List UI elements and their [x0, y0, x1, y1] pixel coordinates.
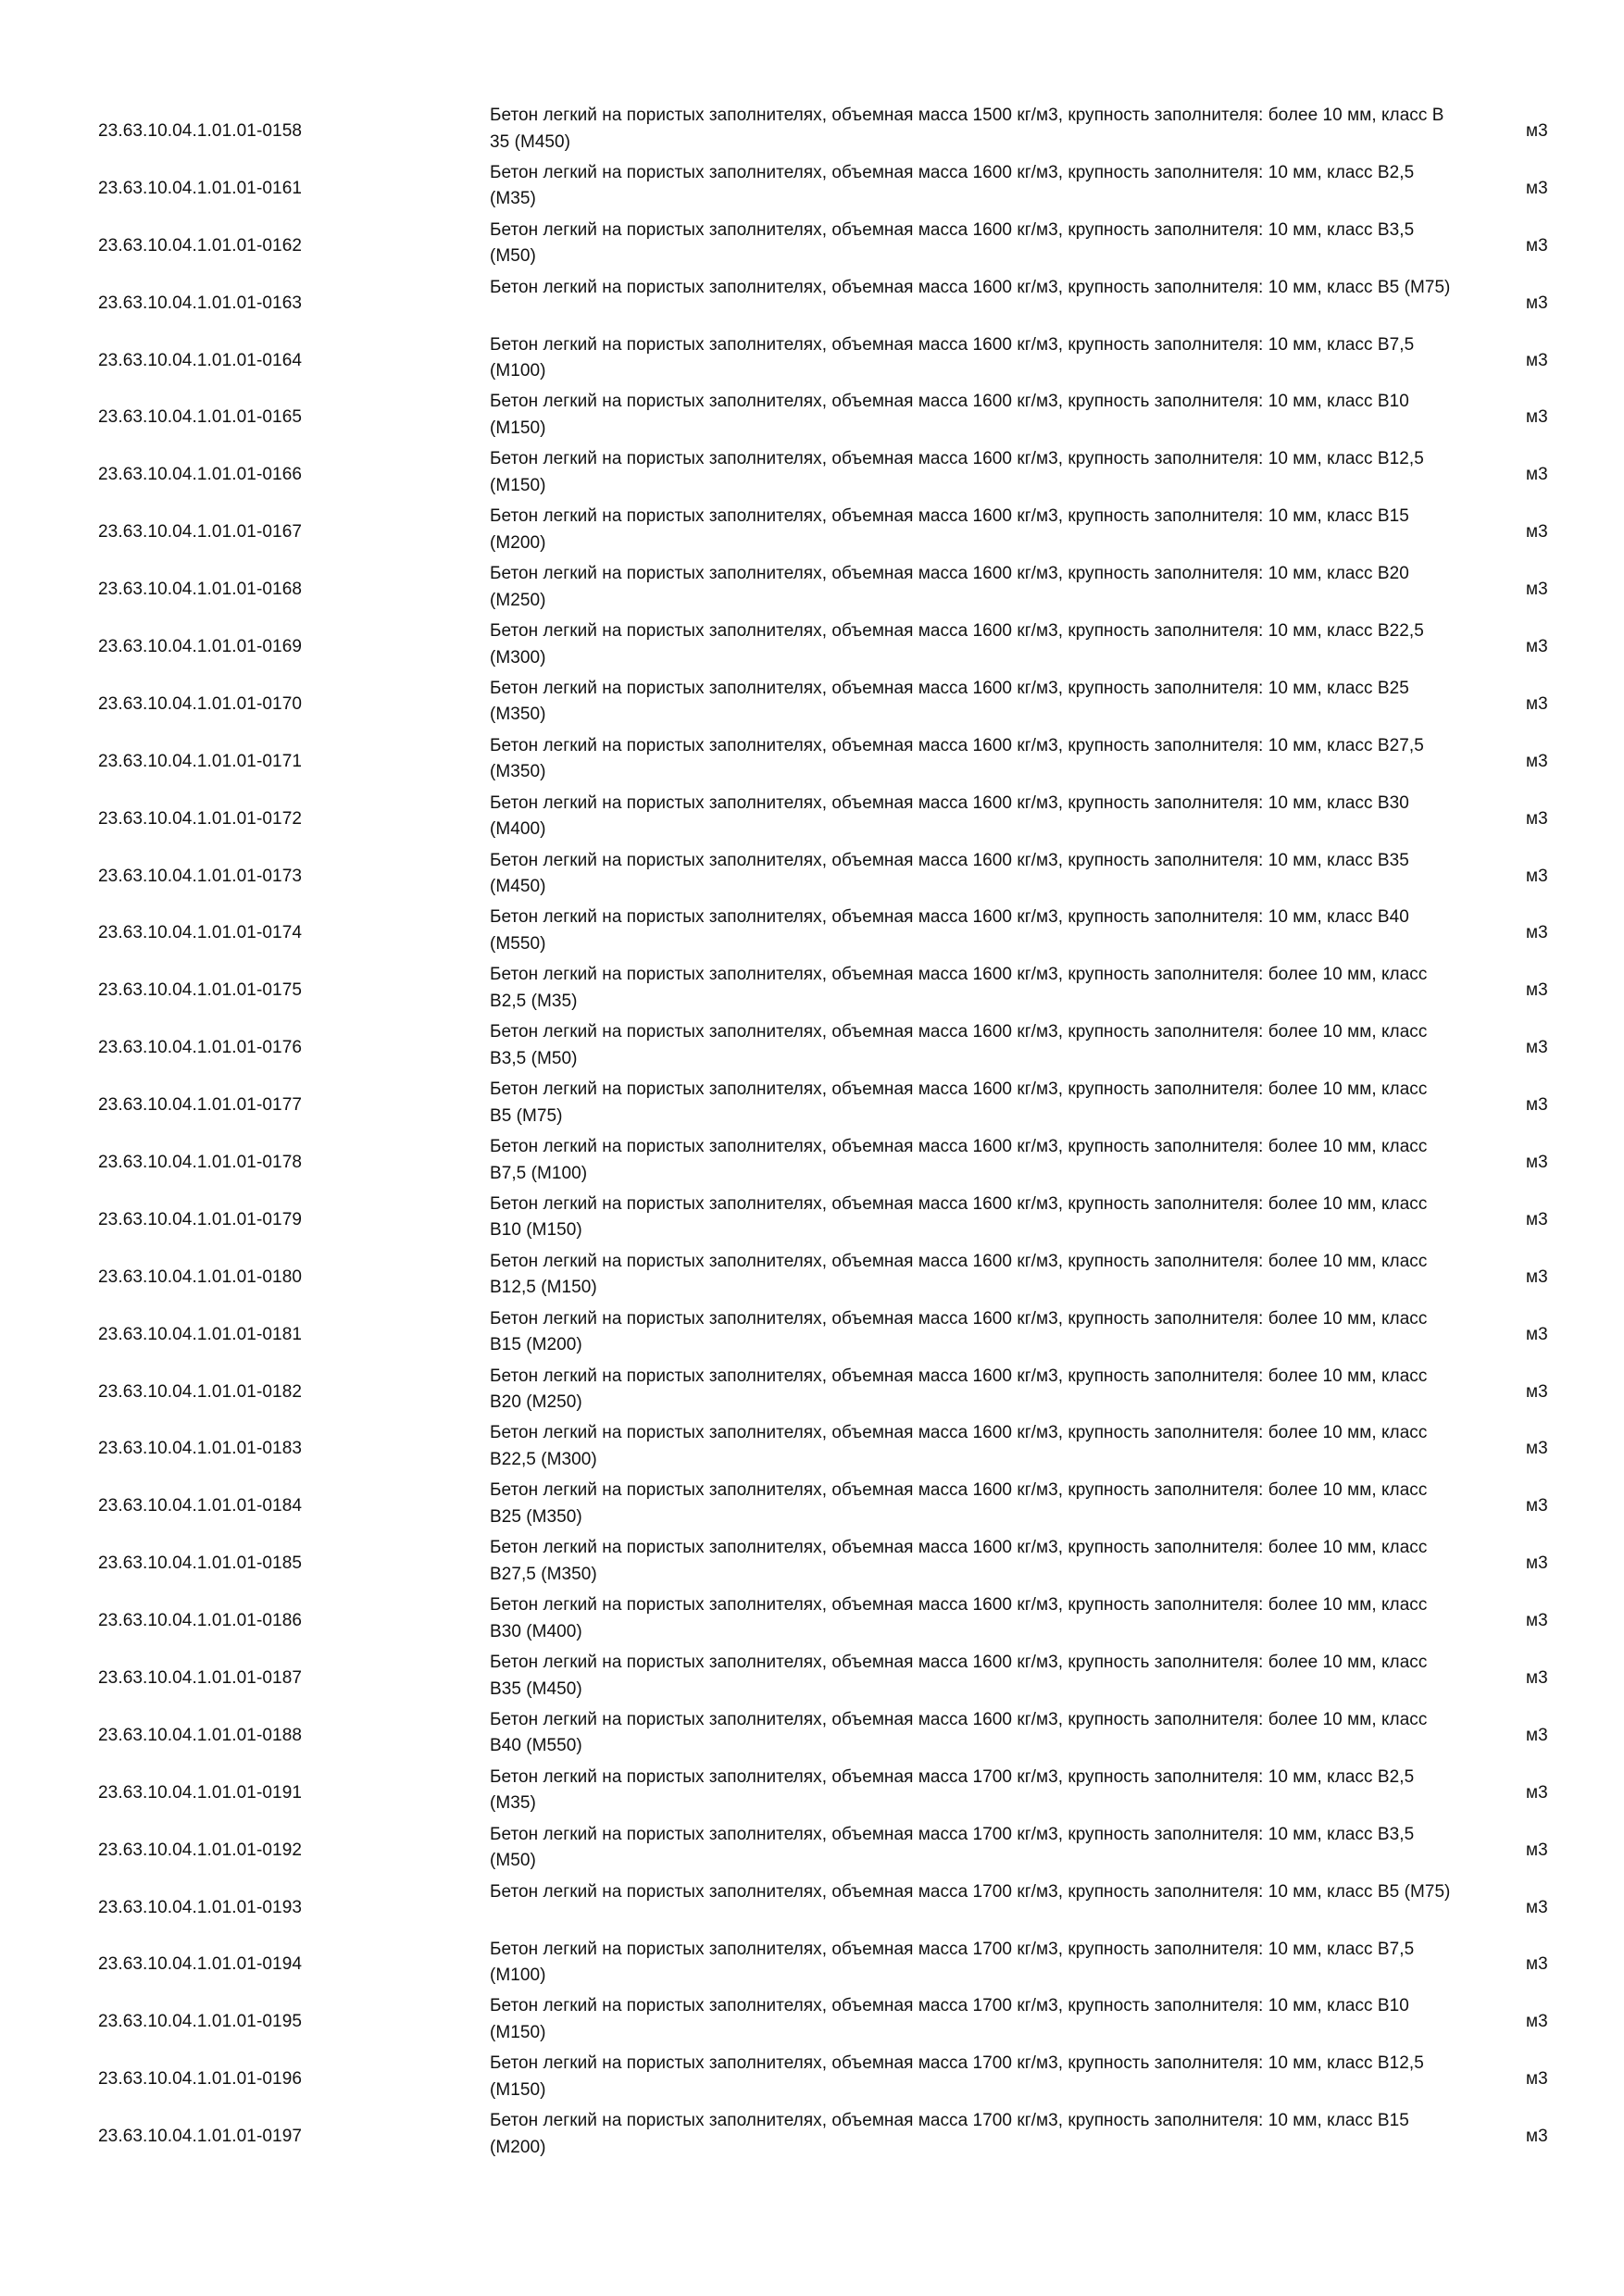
item-code: 23.63.10.04.1.01.01-0165 [98, 407, 303, 428]
item-description: Бетон легкий на пористых заполнителях, объемная масса 1600 кг/м3, крупность заполнителя: 10 мм, класс В30 (М400) [490, 792, 1409, 840]
item-unit: м3 [1526, 293, 1548, 313]
item-code: 23.63.10.04.1.01.01-0192 [98, 1840, 303, 1860]
item-description: Бетон легкий на пористых заполнителях, объемная масса 1600 кг/м3, крупность заполнителя: 10 мм, класс В20 (М250) [490, 564, 1409, 610]
table-row [93, 618, 1574, 676]
item-code: 23.63.10.04.1.01.01-0175 [98, 980, 303, 1001]
table-row [93, 275, 1574, 332]
item-code: 23.63.10.04.1.01.01-0170 [98, 693, 303, 714]
item-description: Бетон легкий на пористых заполнителях, объемная масса 1600 кг/м3, крупность заполнителя: более 10 мм, класс В2,5 (М35) [490, 965, 1428, 1011]
item-description: Бетон легкий на пористых заполнителях, объемная масса 1600 кг/м3, крупность заполнителя: более 10 мм, класс В15 (М200) [490, 1308, 1428, 1355]
item-code: 23.63.10.04.1.01.01-0181 [98, 1324, 303, 1344]
table-row [93, 1765, 1574, 1822]
table-row [93, 160, 1574, 218]
table-row [93, 1822, 1574, 1879]
table-row [93, 1535, 1574, 1592]
item-code: 23.63.10.04.1.01.01-0191 [98, 1782, 303, 1803]
item-description: Бетон легкий на пористых заполнителях, объемная масса 1600 кг/м3, крупность заполнителя: более 10 мм, класс В10 (М150) [490, 1193, 1428, 1241]
item-unit: м3 [1526, 1439, 1548, 1459]
item-description: Бетон легкий на пористых заполнителях, объемная масса 1700 кг/м3, крупность заполнителя: 10 мм, класс В3,5 (М50) [490, 1824, 1415, 1871]
item-unit: м3 [1526, 751, 1548, 771]
item-unit: м3 [1526, 1038, 1548, 1058]
item-code: 23.63.10.04.1.01.01-0187 [98, 1667, 303, 1688]
item-unit: м3 [1526, 407, 1548, 428]
table-row [93, 1192, 1574, 1249]
item-description: Бетон легкий на пористых заполнителях, объемная масса 1600 кг/м3, крупность заполнителя: более 10 мм, класс В7,5 (М100) [490, 1137, 1428, 1183]
item-description: Бетон легкий на пористых заполнителях, объемная масса 1600 кг/м3, крупность заполнителя: 10 мм, класс В35 (М450) [490, 850, 1409, 897]
table-row [93, 504, 1574, 561]
item-description: Бетон легкий на пористых заполнителях, объемная масса 1600 кг/м3, крупность заполнителя: более 10 мм, класс В30 (М400) [490, 1595, 1428, 1641]
item-code: 23.63.10.04.1.01.01-0163 [98, 293, 303, 313]
item-unit: м3 [1526, 350, 1548, 370]
item-description: Бетон легкий на пористых заполнителях, объемная масса 1600 кг/м3, крупность заполнителя: 10 мм, класс В2,5 (М35) [490, 162, 1415, 209]
table-row [93, 733, 1574, 791]
item-description: Бетон легкий на пористых заполнителях, объемная масса 1600 кг/м3, крупность заполнителя: более 10 мм, класс В5 (М75) [490, 1079, 1428, 1126]
item-unit: м3 [1526, 1954, 1548, 1975]
item-description: Бетон легкий на пористых заполнителях, объемная масса 1600 кг/м3, крупность заполнителя: более 10 мм, класс В20 (М250) [490, 1366, 1428, 1413]
table-row [93, 103, 1574, 160]
item-code: 23.63.10.04.1.01.01-0185 [98, 1554, 303, 1574]
item-description: Бетон легкий на пористых заполнителях, объемная масса 1600 кг/м3, крупность заполнителя: более 10 мм, класс В12,5 (М150) [490, 1251, 1428, 1298]
item-description: Бетон легкий на пористых заполнителях, объемная масса 1700 кг/м3, крупность заполнителя: 10 мм, класс В15 (М200) [490, 2111, 1409, 2157]
table-row [93, 1592, 1574, 1650]
item-code: 23.63.10.04.1.01.01-0164 [98, 350, 303, 370]
table-row [93, 389, 1574, 446]
item-description: Бетон легкий на пористых заполнителях, объемная масса 1600 кг/м3, крупность заполнителя: более 10 мм, класс В22,5 (М300) [490, 1423, 1428, 1469]
item-code: 23.63.10.04.1.01.01-0184 [98, 1496, 303, 1516]
item-code: 23.63.10.04.1.01.01-0196 [98, 2069, 303, 2090]
item-unit: м3 [1526, 522, 1548, 543]
item-code: 23.63.10.04.1.01.01-0188 [98, 1725, 303, 1745]
item-code: 23.63.10.04.1.01.01-0174 [98, 923, 303, 943]
table-row [93, 1134, 1574, 1192]
table-row [93, 791, 1574, 848]
item-code: 23.63.10.04.1.01.01-0158 [98, 120, 303, 141]
table-row [93, 1650, 1574, 1707]
item-code: 23.63.10.04.1.01.01-0167 [98, 522, 303, 543]
item-unit: м3 [1526, 1667, 1548, 1688]
item-unit: м3 [1526, 1267, 1548, 1287]
item-description: Бетон легкий на пористых заполнителях, объемная масса 1600 кг/м3, крупность заполнителя: 10 мм, класс В3,5 (М50) [490, 219, 1415, 267]
table-row [93, 2108, 1574, 2165]
item-code: 23.63.10.04.1.01.01-0169 [98, 636, 303, 656]
table-row [93, 446, 1574, 504]
item-unit: м3 [1526, 1095, 1548, 1116]
item-unit: м3 [1526, 580, 1548, 600]
item-unit: м3 [1526, 2069, 1548, 2090]
item-code: 23.63.10.04.1.01.01-0194 [98, 1954, 303, 1975]
item-unit: м3 [1526, 120, 1548, 141]
table-row [93, 905, 1574, 962]
item-code: 23.63.10.04.1.01.01-0176 [98, 1038, 303, 1058]
item-unit: м3 [1526, 178, 1548, 198]
item-description: Бетон легкий на пористых заполнителях, объемная масса 1600 кг/м3, крупность заполнителя: 10 мм, класс В25 (М350) [490, 678, 1409, 725]
table-row [93, 1879, 1574, 1937]
table-row [93, 1364, 1574, 1421]
item-code: 23.63.10.04.1.01.01-0180 [98, 1267, 303, 1287]
table-row [93, 1478, 1574, 1535]
item-code: 23.63.10.04.1.01.01-0182 [98, 1381, 303, 1402]
table-row [93, 332, 1574, 390]
table-row [93, 962, 1574, 1019]
item-code: 23.63.10.04.1.01.01-0197 [98, 2127, 303, 2147]
item-unit: м3 [1526, 980, 1548, 1001]
item-description: Бетон легкий на пористых заполнителях, объемная масса 1600 кг/м3, крупность заполнителя: 10 мм, класс В40 (М550) [490, 907, 1409, 954]
item-unit: м3 [1526, 1611, 1548, 1631]
item-description: Бетон легкий на пористых заполнителях, объемная масса 1600 кг/м3, крупность заполнителя: 10 мм, класс В10 (М150) [490, 392, 1409, 438]
item-code: 23.63.10.04.1.01.01-0178 [98, 1152, 303, 1172]
item-description: Бетон легкий на пористых заполнителях, объемная масса 1700 кг/м3, крупность заполнителя: 10 мм, класс В10 (М150) [490, 1996, 1409, 2042]
item-code: 23.63.10.04.1.01.01-0172 [98, 808, 303, 829]
item-code: 23.63.10.04.1.01.01-0195 [98, 2012, 303, 2032]
item-unit: м3 [1526, 1554, 1548, 1574]
item-description: Бетон легкий на пористых заполнителях, объемная масса 1600 кг/м3, крупность заполнителя: 10 мм, класс В7,5 (М100) [490, 334, 1415, 381]
table-row [93, 218, 1574, 275]
table-row [93, 848, 1574, 905]
item-unit: м3 [1526, 866, 1548, 886]
item-code: 23.63.10.04.1.01.01-0173 [98, 866, 303, 886]
item-description: Бетон легкий на пористых заполнителях, объемная масса 1700 кг/м3, крупность заполнителя: 10 мм, класс В2,5 (М35) [490, 1766, 1415, 1814]
item-unit: м3 [1526, 1725, 1548, 1745]
item-description: Бетон легкий на пористых заполнителях, объемная масса 1500 кг/м3, крупность заполнителя: более 10 мм, класс В 35 (М450) [490, 106, 1444, 152]
item-description: Бетон легкий на пористых заполнителях, объемная масса 1600 кг/м3, крупность заполнителя: 10 мм, класс В5 (М75) [490, 277, 1451, 297]
item-description: Бетон легкий на пористых заполнителях, объемная масса 1700 кг/м3, крупность заполнителя: 10 мм, класс В7,5 (М100) [490, 1939, 1415, 1985]
item-unit: м3 [1526, 1496, 1548, 1516]
table-row [93, 1707, 1574, 1765]
item-description: Бетон легкий на пористых заполнителях, объемная масса 1600 кг/м3, крупность заполнителя: 10 мм, класс В12,5 (М150) [490, 449, 1424, 495]
item-code: 23.63.10.04.1.01.01-0171 [98, 751, 303, 771]
item-code: 23.63.10.04.1.01.01-0186 [98, 1611, 303, 1631]
item-unit: м3 [1526, 693, 1548, 714]
item-description: Бетон легкий на пористых заполнителях, объемная масса 1600 кг/м3, крупность заполнителя: 10 мм, класс В27,5 (М350) [490, 735, 1424, 782]
item-unit: м3 [1526, 235, 1548, 256]
table-row [93, 1420, 1574, 1478]
table-row [93, 1306, 1574, 1364]
item-code: 23.63.10.04.1.01.01-0183 [98, 1439, 303, 1459]
table-row [93, 561, 1574, 618]
item-unit: м3 [1526, 923, 1548, 943]
item-unit: м3 [1526, 1152, 1548, 1172]
item-code: 23.63.10.04.1.01.01-0177 [98, 1095, 303, 1116]
table-row [93, 1249, 1574, 1306]
item-description: Бетон легкий на пористых заполнителях, объемная масса 1600 кг/м3, крупность заполнителя: более 10 мм, класс В35 (М450) [490, 1653, 1428, 1699]
item-description: Бетон легкий на пористых заполнителях, объемная масса 1600 кг/м3, крупность заполнителя: более 10 мм, класс В27,5 (М350) [490, 1538, 1428, 1584]
materials-table [93, 103, 1574, 2165]
table-row [93, 1993, 1574, 2051]
table-row [93, 1077, 1574, 1134]
item-description: Бетон легкий на пористых заполнителях, объемная масса 1600 кг/м3, крупность заполнителя: 10 мм, класс В15 (М200) [490, 506, 1409, 553]
item-unit: м3 [1526, 1840, 1548, 1860]
item-unit: м3 [1526, 1782, 1548, 1803]
item-unit: м3 [1526, 1897, 1548, 1917]
item-code: 23.63.10.04.1.01.01-0193 [98, 1897, 303, 1917]
item-description: Бетон легкий на пористых заполнителях, объемная масса 1600 кг/м3, крупность заполнителя: более 10 мм, класс В40 (М550) [490, 1709, 1428, 1756]
item-description: Бетон легкий на пористых заполнителях, объемная масса 1700 кг/м3, крупность заполнителя: 10 мм, класс В5 (М75) [490, 1881, 1451, 1902]
item-unit: м3 [1526, 1209, 1548, 1229]
item-description: Бетон легкий на пористых заполнителях, объемная масса 1600 кг/м3, крупность заполнителя: 10 мм, класс В22,5 (М300) [490, 621, 1424, 668]
item-description: Бетон легкий на пористых заполнителях, объемная масса 1600 кг/м3, крупность заполнителя: более 10 мм, класс В3,5 (М50) [490, 1022, 1428, 1068]
item-code: 23.63.10.04.1.01.01-0168 [98, 580, 303, 600]
item-code: 23.63.10.04.1.01.01-0162 [98, 235, 303, 256]
item-description: Бетон легкий на пористых заполнителях, объемная масса 1600 кг/м3, крупность заполнителя: более 10 мм, класс В25 (М350) [490, 1480, 1428, 1527]
item-code: 23.63.10.04.1.01.01-0166 [98, 465, 303, 485]
table-row [93, 1019, 1574, 1077]
item-unit: м3 [1526, 1381, 1548, 1402]
table-row [93, 676, 1574, 733]
item-unit: м3 [1526, 808, 1548, 829]
table-row [93, 2051, 1574, 2108]
item-unit: м3 [1526, 465, 1548, 485]
item-unit: м3 [1526, 636, 1548, 656]
table-row [93, 1937, 1574, 1994]
item-code: 23.63.10.04.1.01.01-0179 [98, 1209, 303, 1229]
item-unit: м3 [1526, 2012, 1548, 2032]
item-unit: м3 [1526, 1324, 1548, 1344]
item-unit: м3 [1526, 2127, 1548, 2147]
item-description: Бетон легкий на пористых заполнителях, объемная масса 1700 кг/м3, крупность заполнителя: 10 мм, класс В12,5 (М150) [490, 2053, 1424, 2100]
item-code: 23.63.10.04.1.01.01-0161 [98, 178, 303, 198]
